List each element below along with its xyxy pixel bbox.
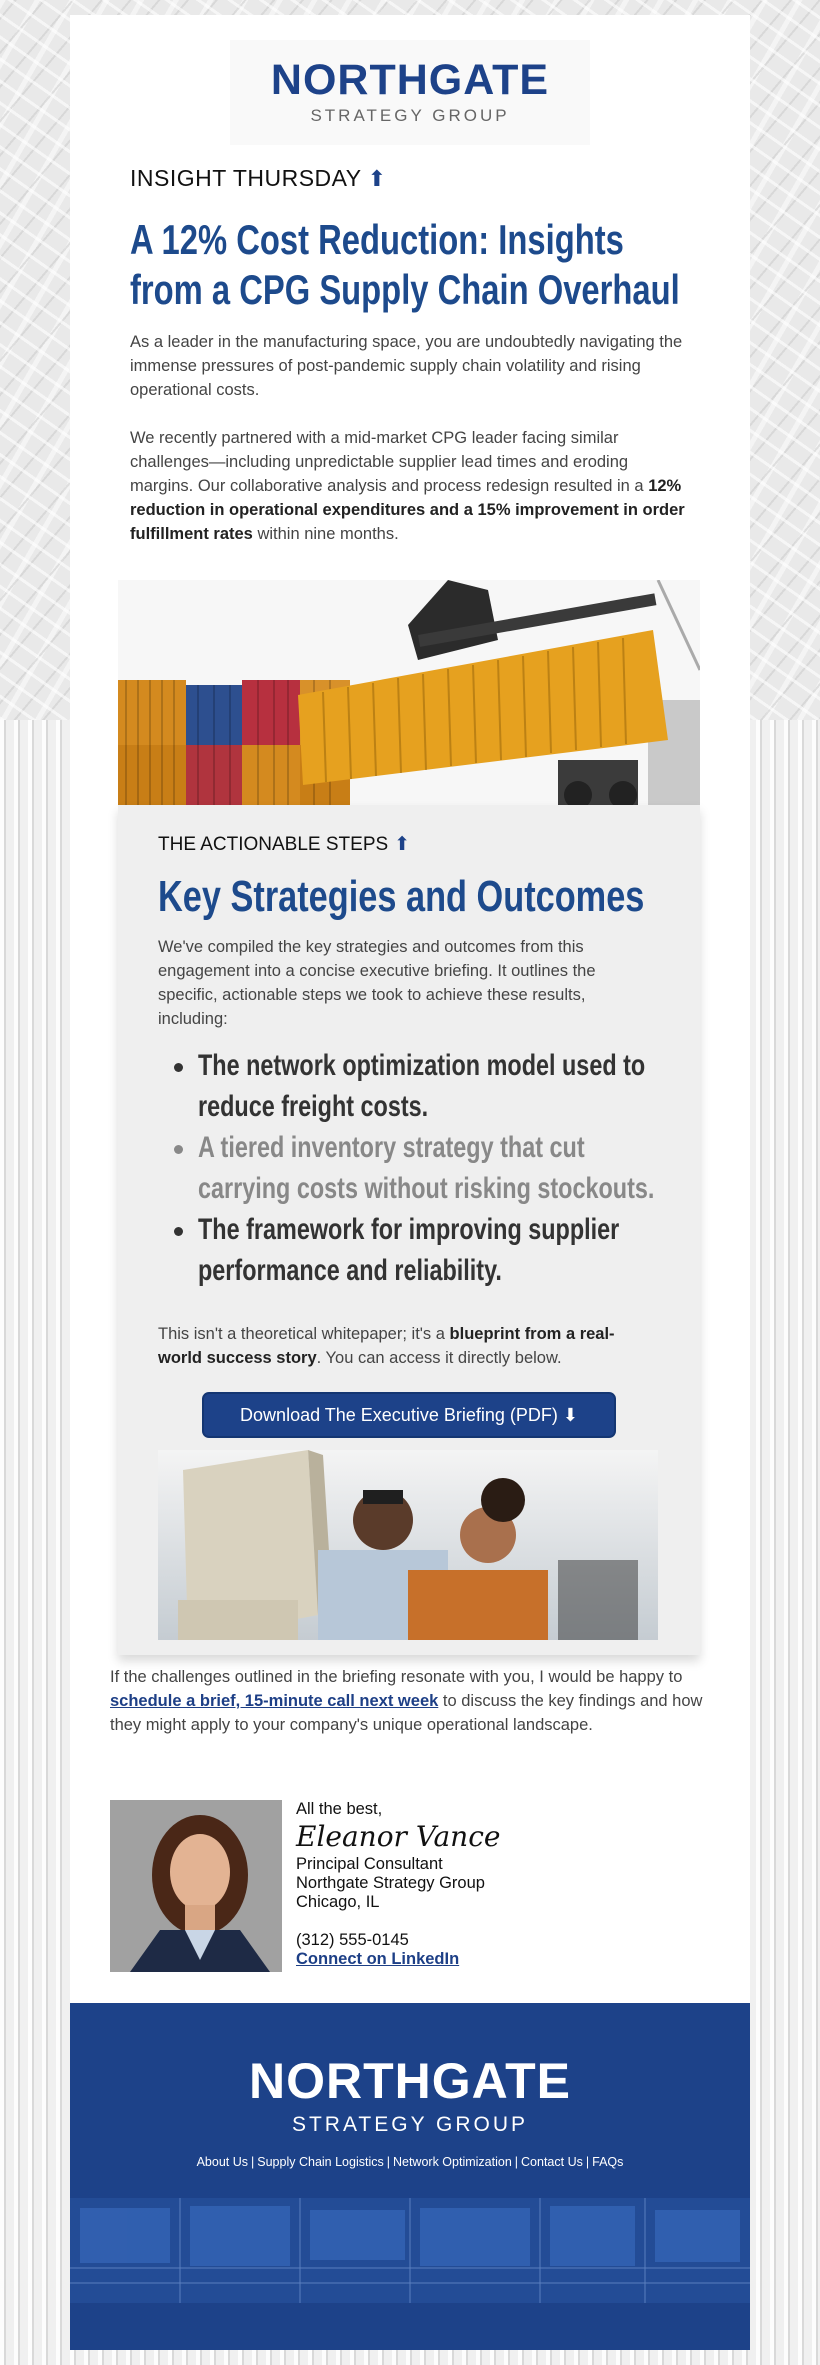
outro-highlight: blueprint from a real-world success story [158,1325,615,1367]
consultants-photo [158,1450,658,1640]
consultant-portrait [110,1800,282,1972]
arrow-up-icon: ⬆ [367,166,387,191]
actionable-steps-section [118,805,700,1655]
logo-subtitle: STRATEGY GROUP [310,106,510,125]
signature-phone: (312) 555-0145 [296,1931,409,1949]
results-text-b: within nine months. [252,525,399,543]
footer-nav [70,2155,750,2169]
linkedin-link[interactable]: Connect on LinkedIn [296,1950,460,1968]
container-illustration [118,580,700,805]
closing-text-b: to discuss the key findings and how they might apply to your company's unique operational landscape. [110,1692,703,1734]
list-item-text: The framework for improving supplier performance and reliability. [198,1213,620,1287]
results-paragraph [130,426,690,546]
footer-link-contact[interactable]: Contact Us [521,2155,583,2169]
steps-eyebrow-text: THE ACTIONABLE STEPS [158,834,389,855]
footer-bottom-bar [70,2320,750,2350]
logo-wordmark: NORTHGATE [270,56,550,104]
arrow-up-icon: ⬆ [394,834,411,855]
link-separator: | [585,2155,590,2169]
signature-linkedin [296,1950,596,1969]
signature-title: Principal Consultant [296,1855,443,1873]
results-text-a: We recently partnered with a mid-market CPG leader facing similar challenges—including unpredictable supplier lead times and eroding margins. Our collaborative analysis and process redesign resulted in a [130,429,649,495]
outro-text-a: This isn't a theoretical whitepaper; it's a [158,1325,450,1343]
signature-spacer [296,1912,596,1931]
headline: A 12% Cost Reduction: Insights from a CPG Supply Chain Overhaul [130,216,680,313]
eyebrow-text: INSIGHT THURSDAY [130,165,362,191]
warehouse-image [70,2198,750,2303]
warehouse-illustration [70,2198,750,2303]
office-illustration [158,1450,658,1640]
header-logo[interactable] [230,40,590,145]
outro-text-b: . You can access it directly below. [316,1349,562,1367]
link-separator: | [386,2155,390,2169]
list-item [158,1209,678,1291]
list-item-text: The network optimization model used to reduce freight costs. [198,1049,646,1123]
intro-paragraph: As a leader in the manufacturing space, you are undoubtedly navigating the immense pressures of post-pandemic supply chain volatility and rising operational costs. [130,333,683,399]
signature-company: Northgate Strategy Group [296,1874,485,1892]
signature-location: Chicago, IL [296,1893,380,1911]
footer-link-network[interactable]: Network Optimization [392,2155,512,2169]
footer-link-logistics[interactable]: Supply Chain Logistics [257,2155,384,2169]
portrait-illustration [110,1800,282,1972]
footer-link-about[interactable]: About Us [196,2155,249,2169]
footer-logo-subtitle: STRATEGY GROUP [291,2113,529,2136]
footer-logo[interactable]: NORTHGATE [249,2053,571,2109]
footer-link-faqs[interactable]: FAQs [592,2155,624,2169]
results-highlight: 12% reduction in operational expenditures and a 15% improvement in order fulfillment rates [130,477,685,543]
closing-paragraph [110,1665,710,1737]
steps-outro [158,1322,658,1370]
footer [70,2003,750,2335]
email-card [70,15,750,2335]
insight-eyebrow [130,165,387,192]
bullet-dot [174,1227,183,1236]
list-item-text: A tiered inventory strategy that cut carrying costs without risking stockouts. [198,1131,655,1205]
salutation: All the best, [296,1800,383,1818]
download-briefing-button[interactable]: Download The Executive Briefing (PDF) ⬇ [202,1392,616,1438]
list-item [158,1127,678,1209]
closing-text-a: If the challenges outlined in the briefing resonate with you, I would be happy to [110,1668,683,1686]
signature-block [296,1800,596,1969]
list-item [158,1045,678,1127]
link-separator: | [514,2155,519,2169]
link-separator: | [251,2155,255,2169]
signature-name: Eleanor Vance [296,1820,501,1853]
schedule-call-link[interactable]: schedule a brief, 15-minute call next week [110,1692,439,1710]
steps-heading: Key Strategies and Outcomes [158,872,645,921]
strategy-list [158,1045,678,1291]
shipping-container-image [118,580,700,805]
steps-intro: We've compiled the key strategies and outcomes from this engagement into a concise executive briefing. It outlines the specific, actionable steps we took to achieve these results, including: [158,938,596,1028]
bullet-dot [174,1145,183,1154]
steps-eyebrow [158,833,410,856]
bullet-dot [174,1063,183,1072]
